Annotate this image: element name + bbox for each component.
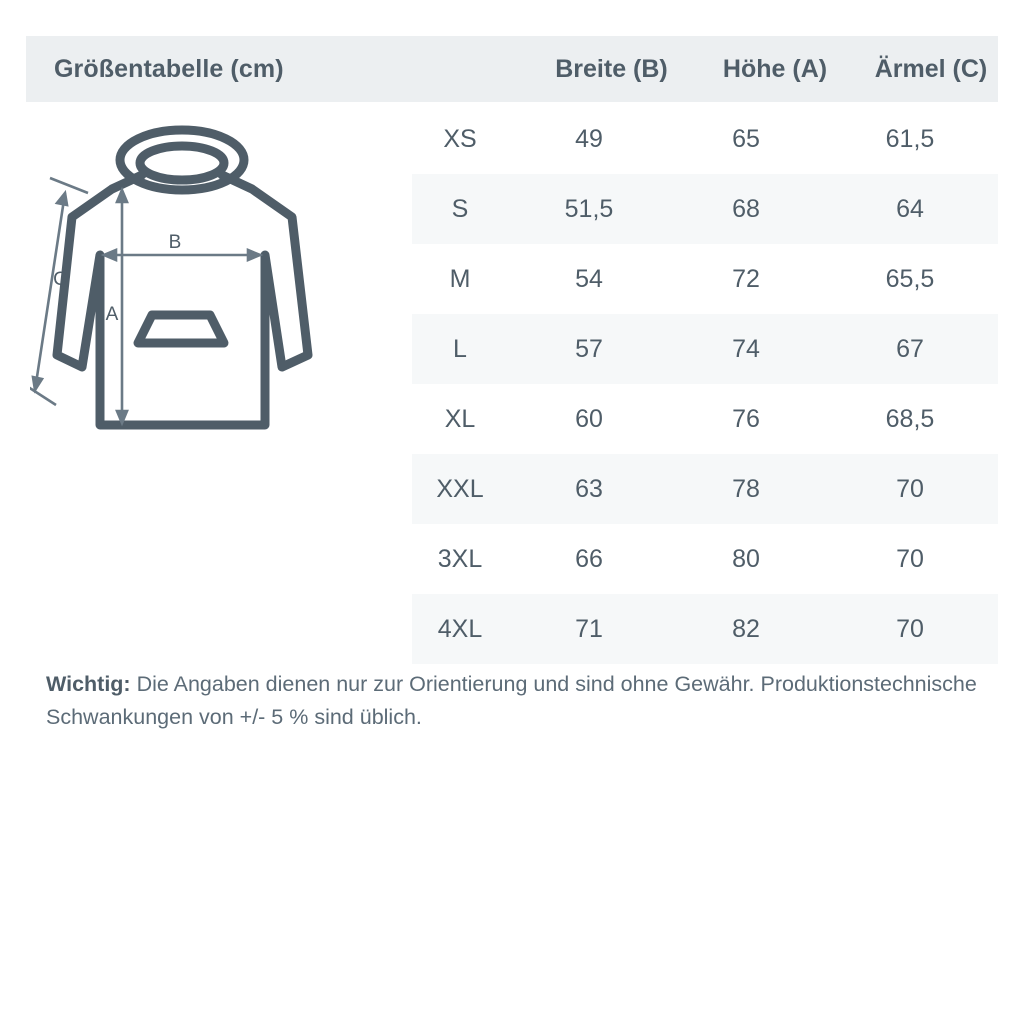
cell-width: 51,5 — [564, 194, 614, 223]
cell-height: 82 — [732, 614, 760, 643]
cell-size: XS — [443, 124, 477, 153]
cell-sleeve: 64 — [896, 194, 924, 223]
cell-width: 54 — [575, 264, 603, 293]
page-title: Größentabelle (cm) — [54, 54, 284, 83]
column-headers — [524, 55, 1011, 84]
cell-width: 71 — [575, 614, 603, 643]
cell-sleeve: 68,5 — [885, 404, 935, 433]
cell-sleeve: 65,5 — [885, 264, 935, 293]
table-header — [26, 36, 998, 102]
size-table — [412, 104, 998, 664]
table-row — [412, 174, 998, 244]
table-row — [412, 244, 998, 314]
footnote-text: Die Angaben dienen nur zur Orientierung und sind ohne Gewähr. Produktionstechnische Schwankungen von +/- 5 % sind üblich. — [46, 672, 977, 729]
column-header-width: Breite (B) — [555, 54, 668, 83]
cell-height: 65 — [732, 124, 760, 153]
cell-width: 63 — [575, 474, 603, 503]
cell-width: 60 — [575, 404, 603, 433]
cell-height: 78 — [732, 474, 760, 503]
cell-sleeve: 70 — [896, 544, 924, 573]
table-row — [412, 594, 998, 664]
cell-height: 72 — [732, 264, 760, 293]
column-header-height: Höhe (A) — [722, 54, 828, 83]
footnote — [46, 668, 996, 734]
cell-height: 68 — [732, 194, 760, 223]
cell-sleeve: 61,5 — [885, 124, 935, 153]
label-b: B — [168, 232, 182, 253]
cell-size: XXL — [436, 474, 484, 503]
cell-size: L — [453, 334, 467, 363]
cell-width: 57 — [575, 334, 603, 363]
footnote-lead: Wichtig: — [46, 672, 131, 696]
hoodie-outline-icon — [57, 130, 308, 425]
cell-size: M — [449, 264, 471, 293]
label-c: C — [53, 269, 67, 290]
hoodie-illustration — [30, 115, 410, 455]
column-header-sleeve: Ärmel (C) — [874, 54, 988, 83]
cell-height: 80 — [732, 544, 760, 573]
cell-size: S — [451, 194, 469, 223]
table-row — [412, 524, 998, 594]
cell-height: 76 — [732, 404, 760, 433]
table-row — [412, 104, 998, 174]
cell-sleeve: 70 — [896, 614, 924, 643]
cell-height: 74 — [732, 334, 760, 363]
cell-width: 66 — [575, 544, 603, 573]
cell-sleeve: 67 — [896, 334, 924, 363]
cell-sleeve: 70 — [896, 474, 924, 503]
label-a: A — [105, 304, 119, 325]
table-row — [412, 314, 998, 384]
cell-size: XL — [444, 404, 476, 433]
cell-width: 49 — [575, 124, 603, 153]
cell-size: 4XL — [437, 614, 483, 643]
table-row — [412, 384, 998, 454]
table-row — [412, 454, 998, 524]
cell-size: 3XL — [437, 544, 483, 573]
